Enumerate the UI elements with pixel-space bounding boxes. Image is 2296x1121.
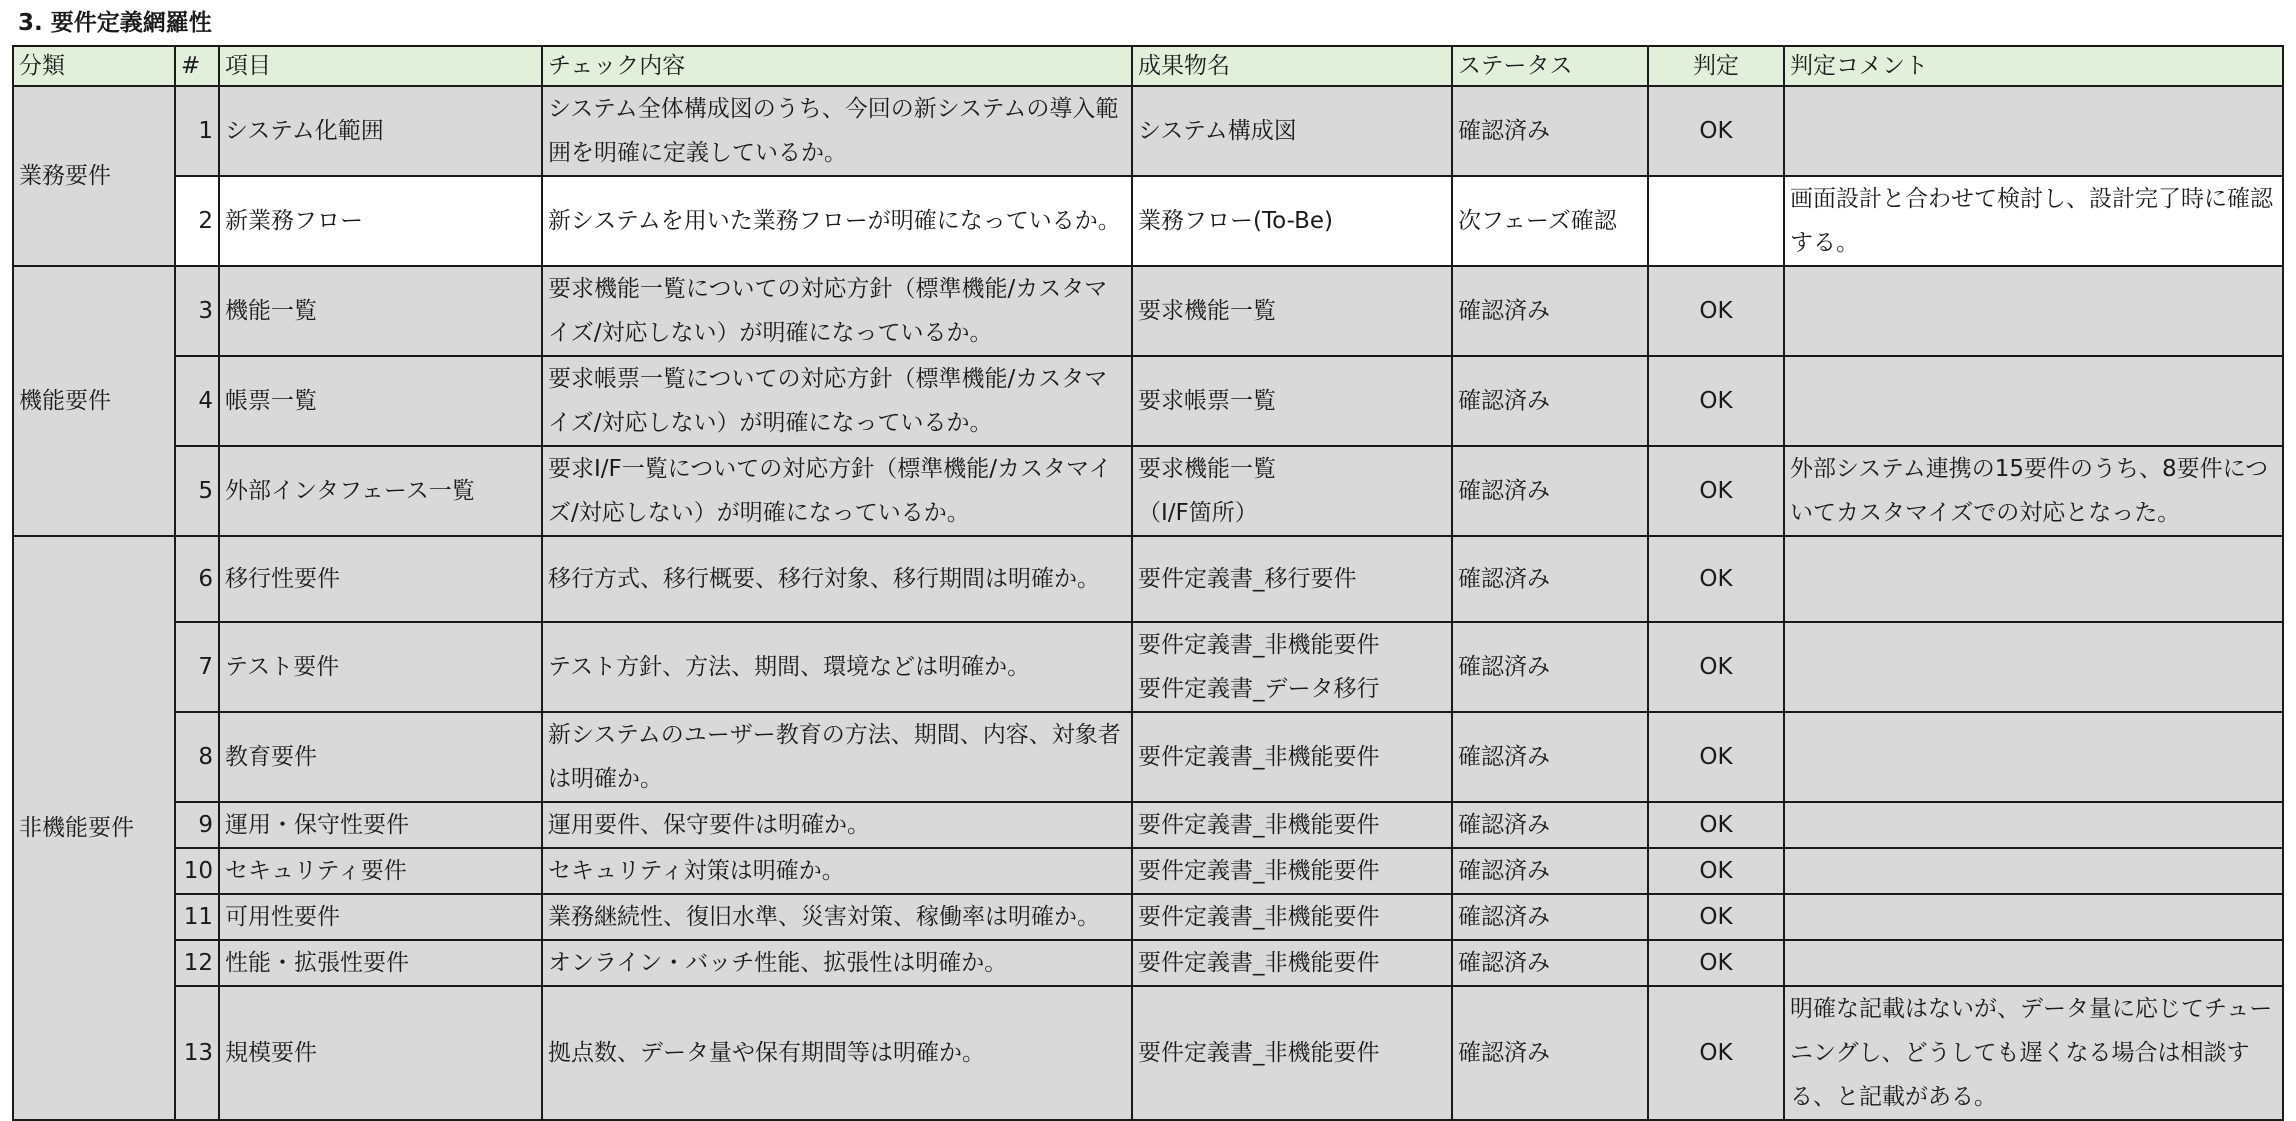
header-status[interactable]: ステータス xyxy=(1452,46,1648,86)
row-num[interactable]: 12 xyxy=(175,940,219,986)
row-comment[interactable]: 画面設計と合わせて検討し、設計完了時に確認する。 xyxy=(1784,176,2283,266)
row-item[interactable]: システム化範囲 xyxy=(219,86,542,176)
row-status[interactable]: 確認済み xyxy=(1452,446,1648,536)
row-judgement[interactable]: OK xyxy=(1648,536,1784,622)
row-status[interactable]: 確認済み xyxy=(1452,940,1648,986)
row-status[interactable]: 確認済み xyxy=(1452,894,1648,940)
row-check[interactable]: 要求I/F一覧についての対応方針（標準機能/カスタマイズ/対応しない）が明確になっているか。 xyxy=(542,446,1132,536)
header-check[interactable]: チェック内容 xyxy=(542,46,1132,86)
table-row xyxy=(13,848,2283,894)
row-comment[interactable]: 明確な記載はないが、データ量に応じてチューニングし、どうしても遅くなる場合は相談する、と記載がある。 xyxy=(1784,986,2283,1120)
row-judgement[interactable]: OK xyxy=(1648,848,1784,894)
row-num[interactable]: 6 xyxy=(175,536,219,622)
row-judgement[interactable]: OK xyxy=(1648,894,1784,940)
row-deliverable[interactable]: 要件定義書_非機能要件 xyxy=(1132,848,1452,894)
table-row xyxy=(13,622,2283,712)
row-check[interactable]: 移行方式、移行概要、移行対象、移行期間は明確か。 xyxy=(542,536,1132,622)
table-row xyxy=(13,894,2283,940)
row-check[interactable]: 要求帳票一覧についての対応方針（標準機能/カスタマイズ/対応しない）が明確になっているか。 xyxy=(542,356,1132,446)
header-deliverable[interactable]: 成果物名 xyxy=(1132,46,1452,86)
row-deliverable[interactable]: 要求機能一覧 xyxy=(1132,266,1452,356)
row-judgement[interactable]: OK xyxy=(1648,712,1784,802)
header-category[interactable]: 分類 xyxy=(13,46,175,86)
header-row xyxy=(13,46,2283,86)
row-num[interactable]: 5 xyxy=(175,446,219,536)
table-row xyxy=(13,986,2283,1120)
row-num[interactable]: 7 xyxy=(175,622,219,712)
row-item[interactable]: 規模要件 xyxy=(219,986,542,1120)
row-item[interactable]: 移行性要件 xyxy=(219,536,542,622)
row-comment[interactable] xyxy=(1784,802,2283,848)
row-item[interactable]: テスト要件 xyxy=(219,622,542,712)
row-comment[interactable] xyxy=(1784,894,2283,940)
row-num[interactable]: 3 xyxy=(175,266,219,356)
row-status[interactable]: 確認済み xyxy=(1452,536,1648,622)
row-deliverable[interactable]: 要件定義書_非機能要件 xyxy=(1132,894,1452,940)
header-judgement[interactable]: 判定 xyxy=(1648,46,1784,86)
row-comment[interactable] xyxy=(1784,356,2283,446)
row-comment[interactable] xyxy=(1784,622,2283,712)
row-judgement[interactable]: OK xyxy=(1648,266,1784,356)
row-judgement[interactable]: OK xyxy=(1648,86,1784,176)
row-comment[interactable]: 外部システム連携の15要件のうち、8要件についてカスタマイズでの対応となった。 xyxy=(1784,446,2283,536)
category-cell[interactable]: 非機能要件 xyxy=(13,536,175,1120)
row-check[interactable]: セキュリティ対策は明確か。 xyxy=(542,848,1132,894)
header-num[interactable]: # xyxy=(175,46,219,86)
row-item[interactable]: 帳票一覧 xyxy=(219,356,542,446)
row-status[interactable]: 確認済み xyxy=(1452,356,1648,446)
table-row xyxy=(13,536,2283,622)
page-title: 3. 要件定義網羅性 xyxy=(18,10,212,36)
row-status[interactable]: 確認済み xyxy=(1452,986,1648,1120)
row-item[interactable]: 教育要件 xyxy=(219,712,542,802)
row-comment[interactable] xyxy=(1784,712,2283,802)
row-comment[interactable] xyxy=(1784,940,2283,986)
row-status[interactable]: 確認済み xyxy=(1452,86,1648,176)
row-check[interactable]: 新システムのユーザー教育の方法、期間、内容、対象者は明確か。 xyxy=(542,712,1132,802)
row-num[interactable]: 8 xyxy=(175,712,219,802)
row-item[interactable]: 性能・拡張性要件 xyxy=(219,940,542,986)
row-num[interactable]: 2 xyxy=(175,176,219,266)
row-check[interactable]: 新システムを用いた業務フローが明確になっているか。 xyxy=(542,176,1132,266)
row-status[interactable]: 確認済み xyxy=(1452,622,1648,712)
row-judgement[interactable] xyxy=(1648,176,1784,266)
row-judgement[interactable]: OK xyxy=(1648,940,1784,986)
row-judgement[interactable]: OK xyxy=(1648,446,1784,536)
row-judgement[interactable]: OK xyxy=(1648,356,1784,446)
row-num[interactable]: 13 xyxy=(175,986,219,1120)
row-num[interactable]: 1 xyxy=(175,86,219,176)
row-comment[interactable] xyxy=(1784,266,2283,356)
header-comment[interactable]: 判定コメント xyxy=(1784,46,2283,86)
row-status[interactable]: 確認済み xyxy=(1452,266,1648,356)
table-row xyxy=(13,266,2283,356)
row-item[interactable]: セキュリティ要件 xyxy=(219,848,542,894)
row-deliverable[interactable]: 要求帳票一覧 xyxy=(1132,356,1452,446)
category-cell[interactable]: 業務要件 xyxy=(13,86,175,266)
table-row xyxy=(13,356,2283,446)
row-item[interactable]: 可用性要件 xyxy=(219,894,542,940)
row-comment[interactable] xyxy=(1784,848,2283,894)
row-deliverable[interactable]: 要件定義書_移行要件 xyxy=(1132,536,1452,622)
row-deliverable[interactable]: システム構成図 xyxy=(1132,86,1452,176)
row-deliverable[interactable]: 要件定義書_非機能要件 xyxy=(1132,802,1452,848)
row-num[interactable]: 10 xyxy=(175,848,219,894)
row-deliverable[interactable]: 要求機能一覧 （I/F箇所） xyxy=(1132,446,1452,536)
row-status[interactable]: 確認済み xyxy=(1452,848,1648,894)
row-comment[interactable] xyxy=(1784,536,2283,622)
row-comment[interactable] xyxy=(1784,86,2283,176)
row-item[interactable]: 新業務フロー xyxy=(219,176,542,266)
row-check[interactable]: 運用要件、保守要件は明確か。 xyxy=(542,802,1132,848)
table-row xyxy=(13,802,2283,848)
row-judgement[interactable]: OK xyxy=(1648,622,1784,712)
row-judgement[interactable]: OK xyxy=(1648,802,1784,848)
row-check[interactable]: システム全体構成図のうち、今回の新システムの導入範囲を明確に定義しているか。 xyxy=(542,86,1132,176)
row-check[interactable]: 業務継続性、復旧水準、災害対策、稼働率は明確か。 xyxy=(542,894,1132,940)
row-num[interactable]: 4 xyxy=(175,356,219,446)
row-item[interactable]: 外部インタフェース一覧 xyxy=(219,446,542,536)
table-row xyxy=(13,446,2283,536)
row-status[interactable]: 確認済み xyxy=(1452,802,1648,848)
row-item[interactable]: 機能一覧 xyxy=(219,266,542,356)
header-item[interactable]: 項目 xyxy=(219,46,542,86)
table-row xyxy=(13,712,2283,802)
row-deliverable[interactable]: 要件定義書_非機能要件 要件定義書_データ移行 xyxy=(1132,622,1452,712)
row-status[interactable]: 確認済み xyxy=(1452,712,1648,802)
row-deliverable[interactable]: 要件定義書_非機能要件 xyxy=(1132,986,1452,1120)
category-cell[interactable]: 機能要件 xyxy=(13,266,175,536)
row-deliverable[interactable]: 要件定義書_非機能要件 xyxy=(1132,712,1452,802)
row-check[interactable]: 要求機能一覧についての対応方針（標準機能/カスタマイズ/対応しない）が明確になっているか。 xyxy=(542,266,1132,356)
requirements-table xyxy=(12,45,2284,1121)
row-judgement[interactable]: OK xyxy=(1648,986,1784,1120)
table-row xyxy=(13,176,2283,266)
row-check[interactable]: 拠点数、データ量や保有期間等は明確か。 xyxy=(542,986,1132,1120)
row-num[interactable]: 9 xyxy=(175,802,219,848)
row-item[interactable]: 運用・保守性要件 xyxy=(219,802,542,848)
row-deliverable[interactable]: 要件定義書_非機能要件 xyxy=(1132,940,1452,986)
row-num[interactable]: 11 xyxy=(175,894,219,940)
row-check[interactable]: オンライン・バッチ性能、拡張性は明確か。 xyxy=(542,940,1132,986)
table-row xyxy=(13,940,2283,986)
table-row xyxy=(13,86,2283,176)
row-check[interactable]: テスト方針、方法、期間、環境などは明確か。 xyxy=(542,622,1132,712)
row-deliverable[interactable]: 業務フロー(To-Be) xyxy=(1132,176,1452,266)
row-status[interactable]: 次フェーズ確認 xyxy=(1452,176,1648,266)
